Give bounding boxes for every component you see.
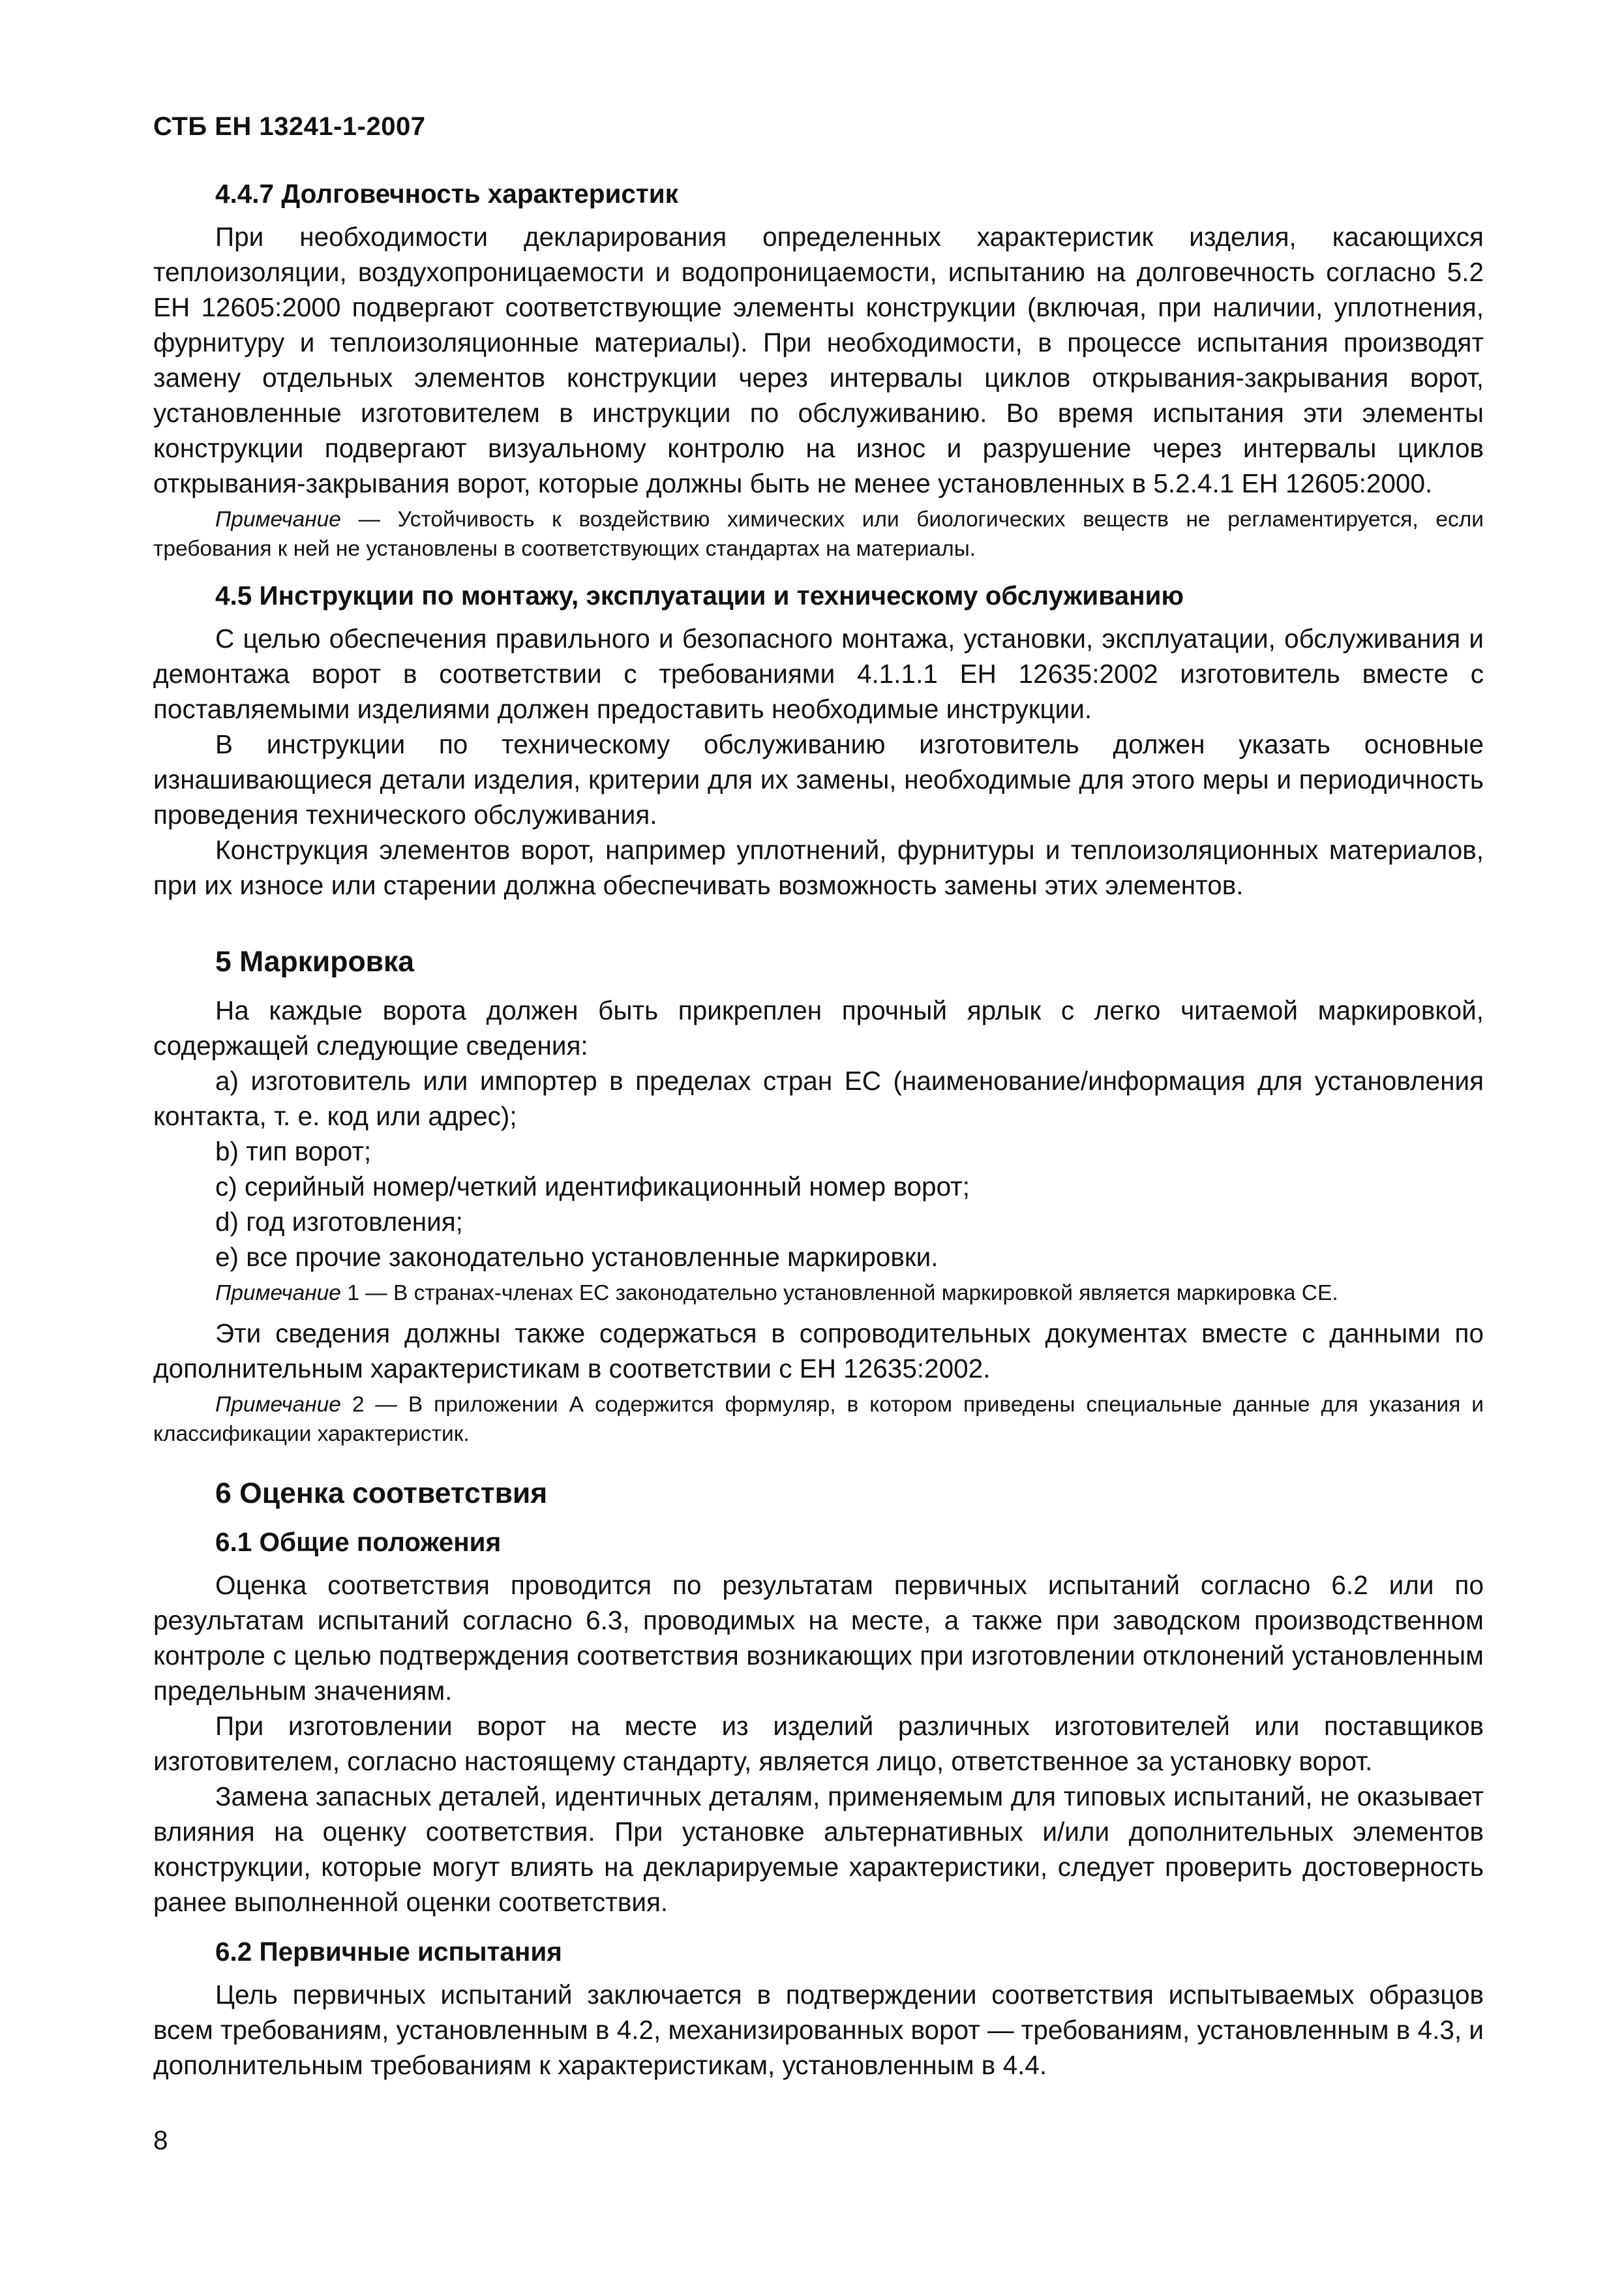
- note: [153, 505, 1484, 564]
- subsection-heading: 6.1 Общие положения: [215, 1527, 502, 1557]
- section-heading: 4.5 Инструкции по монтажу, эксплуатации и техническому обслуживанию: [215, 581, 1184, 611]
- section-heading: 5 Маркировка: [215, 946, 415, 978]
- paragraph: На каждые ворота должен быть прикреплен прочный ярлык с легко читаемой маркировкой, содержащей следующие сведения:: [153, 995, 1484, 1061]
- paragraph: При необходимости декларирования определенных характеристик изделия, касающихся теплоизоляции, воздухопроницаемости и водопроницаемости, испытанию на долговечность согласно 5.2 ЕН 12605:2000 подвергают соответствующие элементы конструкции (включая, при наличии, уплотнения, фурнитуру и теплоизоляционные материалы). При необходимости, в процессе испытания производят замену отдельных элементов конструкции через интервалы циклов открывания-закрывания ворот, установленные изготовителем в инструкции по обслуживанию. Во время испытания эти элементы конструкции подвергают визуальному контролю на износ и разрушение через интервалы циклов открывания-закрывания ворот, которые должны быть не менее установленных в 5.2.4.1 ЕН 12605:2000.: [153, 222, 1484, 498]
- page-number: 8: [153, 2125, 168, 2155]
- standard-designation: СТБ ЕН 13241-1-2007: [153, 112, 426, 141]
- paragraph: В инструкции по техническому обслуживанию изготовитель должен указать основные изнашивающиеся детали изделия, критерии для их замены, необходимые для этого меры и периодичность проведения технического обслуживания.: [153, 729, 1484, 830]
- paragraph: Конструкция элементов ворот, например уплотнений, фурнитуры и теплоизоляционных материалов, при их износе или старении должна обеспечивать возможность замены этих элементов.: [153, 835, 1484, 900]
- paragraph: С целью обеспечения правильного и безопасного монтажа, установки, эксплуатации, обслуживания и демонтажа ворот в соответствии с требованиями 4.1.1.1 ЕН 12635:2002 изготовитель вместе с поставляемыми изделиями должен предоставить необходимые инструкции.: [153, 624, 1484, 724]
- paragraph: При изготовлении ворот на месте из изделий различных изготовителей или поставщиков изготовителем, согласно настоящему стандарту, является лицо, ответственное за установку ворот.: [153, 1711, 1484, 1776]
- list-item: c) серийный номер/четкий идентификационный номер ворот;: [215, 1171, 970, 1201]
- note-label: Примечание: [215, 1393, 341, 1417]
- list-item: d) год изготовления;: [215, 1207, 463, 1237]
- section-4-4-7: [153, 176, 1484, 564]
- list-item: a) изготовитель или импортер в пределах стран ЕС (наименование/информация для установления контакта, т. е. код или адрес);: [153, 1066, 1484, 1131]
- page-content: [153, 176, 1484, 2083]
- note: [153, 1278, 1484, 1308]
- paragraph: Цель первичных испытаний заключается в подтверждении соответствия испытываемых образцов всем требованиям, установленным в 4.2, механизированных ворот — требованиям, установленным в 4.3, и дополнительным требованиям к характеристикам, установленным в 4.4.: [153, 1980, 1484, 2080]
- list-item: b) тип ворот;: [215, 1136, 372, 1166]
- note-text: — Устойчивость к воздействию химических или биологических веществ не регламентируется, если требования к ней не установлены в соответствующих стандартах на материалы.: [153, 507, 1484, 561]
- section-heading: 6 Оценка соответствия: [215, 1477, 548, 1509]
- section-4-5: [153, 578, 1484, 903]
- section-5: [153, 943, 1484, 1449]
- section-6: [153, 1475, 1484, 2083]
- section-heading: 4.4.7 Долговечность характеристик: [215, 179, 678, 209]
- subsection-heading: 6.2 Первичные испытания: [215, 1937, 562, 1967]
- paragraph: Эти сведения должны также содержаться в сопроводительных документах вместе с данными по дополнительным характеристикам в соответствии с ЕН 12635:2002.: [153, 1318, 1484, 1383]
- note-label: Примечание: [215, 1281, 341, 1305]
- paragraph: Оценка соответствия проводится по результатам первичных испытаний согласно 6.2 или по результатам испытаний согласно 6.3, проводимых на месте, а также при заводском производственном контроле с целью подтверждения соответствия возникающих при изготовлении отклонений установленным предельным значениям.: [153, 1570, 1484, 1706]
- paragraph: Замена запасных деталей, идентичных деталям, применяемым для типовых испытаний, не оказывает влияния на оценку соответствия. При установке альтернативных и/или дополнительных элементов конструкции, которые могут влиять на декларируемые характеристики, следует проверить достоверность ранее выполненной оценки соответствия.: [153, 1781, 1484, 1917]
- list-item: e) все прочие законодательно установленные маркировки.: [215, 1242, 939, 1272]
- note: [153, 1390, 1484, 1449]
- note-label: Примечание: [215, 507, 341, 532]
- note-text: 1 — В странах-членах ЕС законодательно установленной маркировкой является маркировка СЕ.: [340, 1281, 1338, 1305]
- note-text: 2 — В приложении А содержится формуляр, в котором приведены специальные данные для указания и классификации характеристик.: [153, 1393, 1484, 1446]
